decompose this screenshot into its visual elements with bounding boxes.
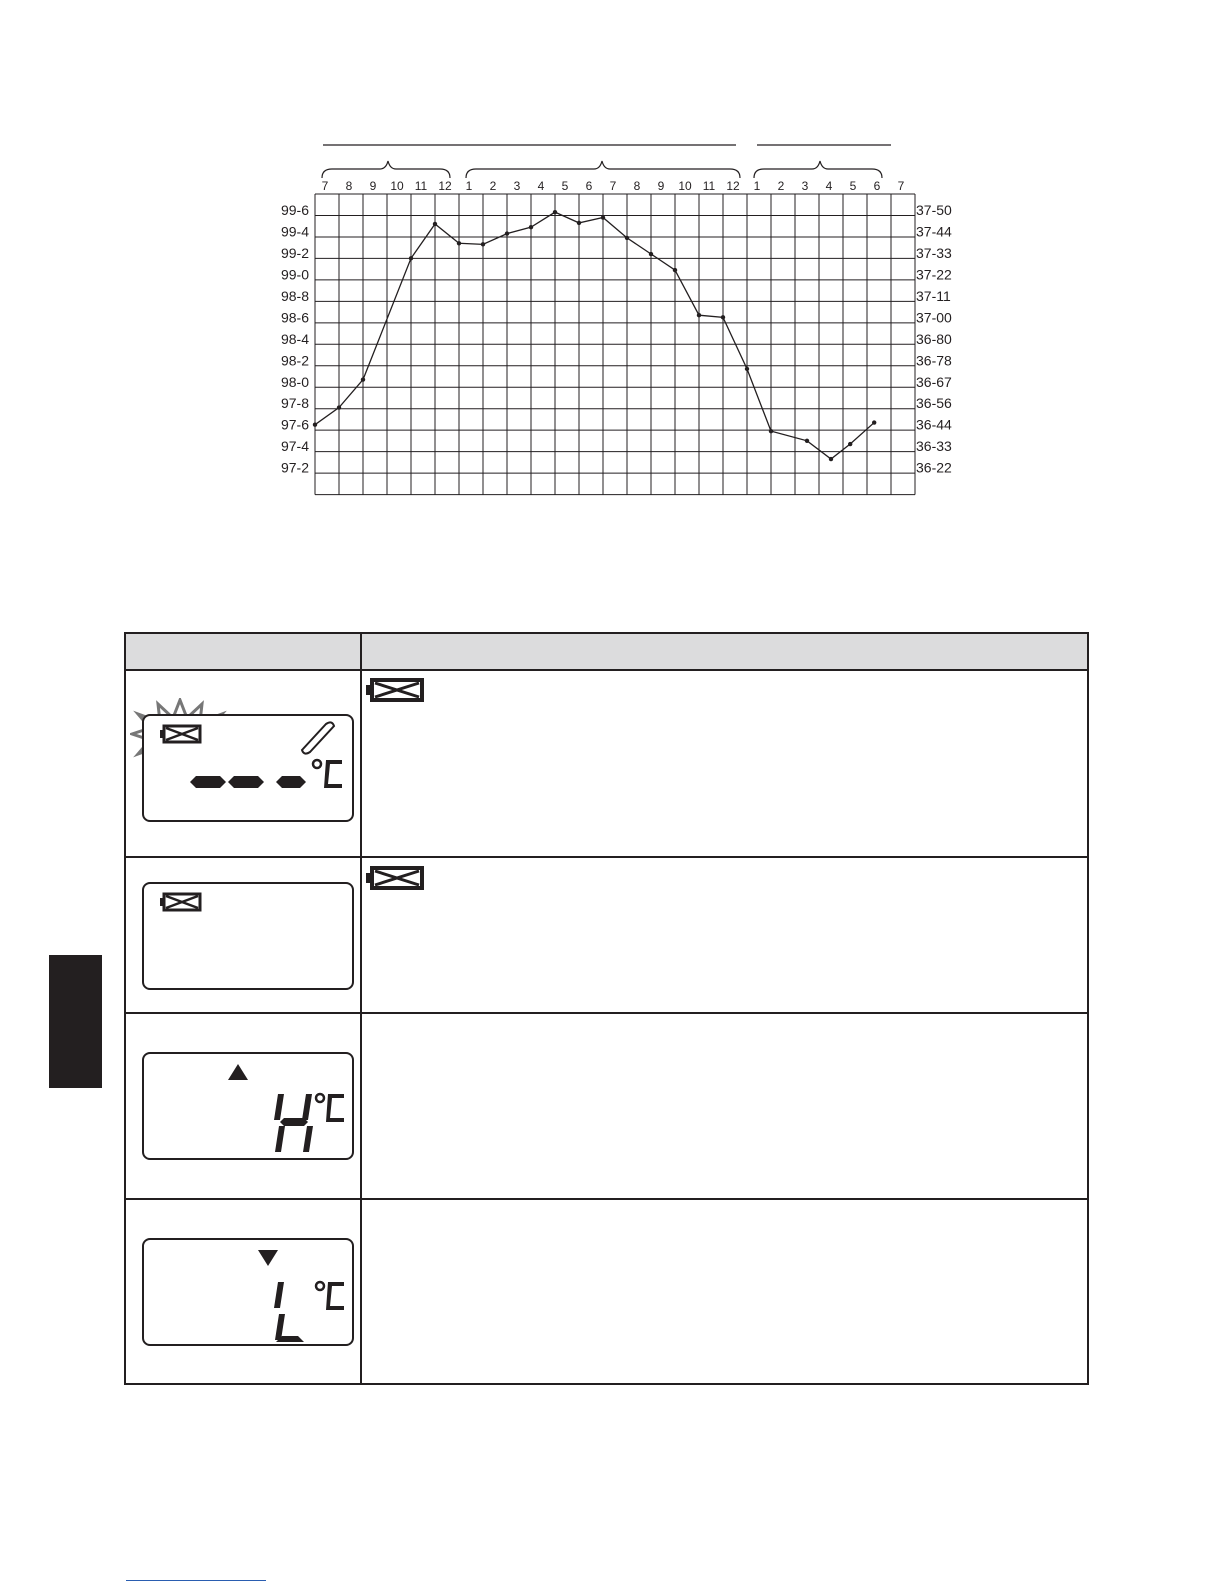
data-point: [409, 256, 413, 260]
y-tick-label-right: 36-78: [916, 352, 952, 369]
data-point: [577, 221, 581, 225]
x-tick-label: 6: [873, 179, 881, 193]
data-point: [745, 367, 749, 371]
data-point: [337, 405, 341, 409]
y-tick-label-right: 37-33: [916, 244, 952, 261]
display-table: [124, 632, 1089, 1385]
low-readout: [270, 1278, 350, 1344]
data-point: [829, 457, 833, 461]
battery-low-icon: [160, 724, 204, 746]
data-point: [673, 268, 677, 272]
high-readout: [270, 1090, 350, 1156]
y-tick-label-right: 37-50: [916, 202, 952, 218]
brace-morning: [322, 161, 450, 178]
dash-readout: [188, 756, 348, 796]
x-tick-label: 12: [438, 179, 452, 193]
y-tick-label-right: 37-00: [916, 309, 952, 326]
y-tick-label-right: 37-44: [916, 223, 952, 240]
row-divider-2: [126, 1012, 1087, 1014]
y-tick-label-right: 36-22: [916, 459, 952, 476]
data-point: [769, 429, 773, 433]
data-point: [313, 423, 317, 427]
x-tick-labels: [322, 179, 905, 193]
data-point: [805, 439, 809, 443]
y-tick-label-left: 97-8: [280, 395, 309, 412]
chart-grid: [315, 194, 915, 495]
data-point: [872, 420, 876, 424]
x-tick-label: 8: [633, 179, 641, 193]
x-tick-label: 4: [825, 179, 833, 193]
x-tick-label: 7: [321, 179, 329, 193]
data-point: [505, 231, 509, 235]
y-tick-label-left: 98-2: [280, 352, 309, 369]
data-point: [697, 313, 701, 317]
data-point: [433, 222, 437, 226]
section-tab: [49, 955, 102, 1088]
battery-low-icon: [366, 866, 424, 892]
data-point: [721, 315, 725, 319]
x-tick-label: 9: [657, 179, 665, 193]
x-tick-label: 12: [726, 179, 740, 193]
data-point: [625, 236, 629, 240]
y-tick-labels-right: [916, 202, 952, 476]
y-tick-label-left: 98-0: [280, 373, 309, 390]
temperature-series: [313, 210, 877, 461]
x-tick-label: 3: [801, 179, 809, 193]
y-tick-label-right: 36-80: [916, 330, 952, 347]
row-divider-3: [126, 1198, 1087, 1200]
y-tick-label-left: 98-4: [280, 330, 309, 347]
data-point: [529, 225, 533, 229]
battery-low-icon: [160, 892, 204, 914]
x-tick-label: 10: [678, 179, 692, 193]
brace-night: [754, 161, 882, 178]
y-tick-label-left: 97-4: [280, 438, 309, 455]
y-tick-label-left: 97-2: [280, 459, 309, 476]
x-tick-label: 2: [777, 179, 785, 193]
y-tick-labels-left: [281, 202, 309, 476]
x-tick-label: 7: [609, 179, 617, 193]
row-divider-1: [126, 856, 1087, 858]
x-tick-label: 11: [702, 179, 716, 193]
battery-low-icon: [366, 678, 424, 704]
data-point: [457, 241, 461, 245]
data-point: [601, 215, 605, 219]
probe-icon: [298, 720, 338, 756]
y-tick-label-left: 99-2: [280, 244, 309, 261]
data-point: [361, 377, 365, 381]
y-tick-label-right: 36-67: [916, 373, 952, 390]
y-tick-label-right: 37-22: [916, 266, 952, 283]
x-tick-label: 3: [513, 179, 521, 193]
y-tick-label-left: 97-6: [280, 416, 309, 433]
y-tick-label-left: 98-6: [280, 309, 309, 326]
down-arrow-icon: [256, 1248, 280, 1268]
x-tick-label: 2: [489, 179, 497, 193]
y-tick-label-left: 98-8: [280, 287, 309, 304]
data-point: [848, 442, 852, 446]
x-tick-label: 4: [537, 179, 545, 193]
y-tick-label-left: 99-4: [280, 223, 309, 240]
x-tick-label: 9: [369, 179, 377, 193]
x-tick-label: 7: [897, 179, 905, 193]
table-header: [126, 634, 1087, 671]
x-tick-label: 10: [390, 179, 404, 193]
data-point: [481, 242, 485, 246]
data-point: [649, 252, 653, 256]
x-tick-label: 6: [585, 179, 593, 193]
column-divider: [360, 634, 362, 1383]
brace-afternoon: [466, 161, 740, 178]
x-tick-label: 5: [561, 179, 569, 193]
footer-link-underline: [126, 1580, 266, 1581]
y-tick-label-left: 99-6: [280, 202, 309, 218]
series-line: [315, 212, 874, 459]
x-tick-label: 5: [849, 179, 857, 193]
y-tick-label-right: 36-33: [916, 438, 952, 455]
y-tick-label-right: 37-11: [916, 287, 951, 304]
data-point: [553, 210, 557, 214]
x-tick-label: 11: [414, 179, 428, 193]
x-tick-label: 1: [465, 179, 473, 193]
up-arrow-icon: [226, 1062, 250, 1082]
y-tick-label-right: 36-44: [916, 416, 952, 433]
x-tick-label: 1: [753, 179, 761, 193]
y-tick-label-left: 99-0: [280, 266, 309, 283]
temperature-chart: [0, 0, 1225, 600]
x-tick-label: 8: [345, 179, 353, 193]
y-tick-label-right: 36-56: [916, 395, 952, 412]
